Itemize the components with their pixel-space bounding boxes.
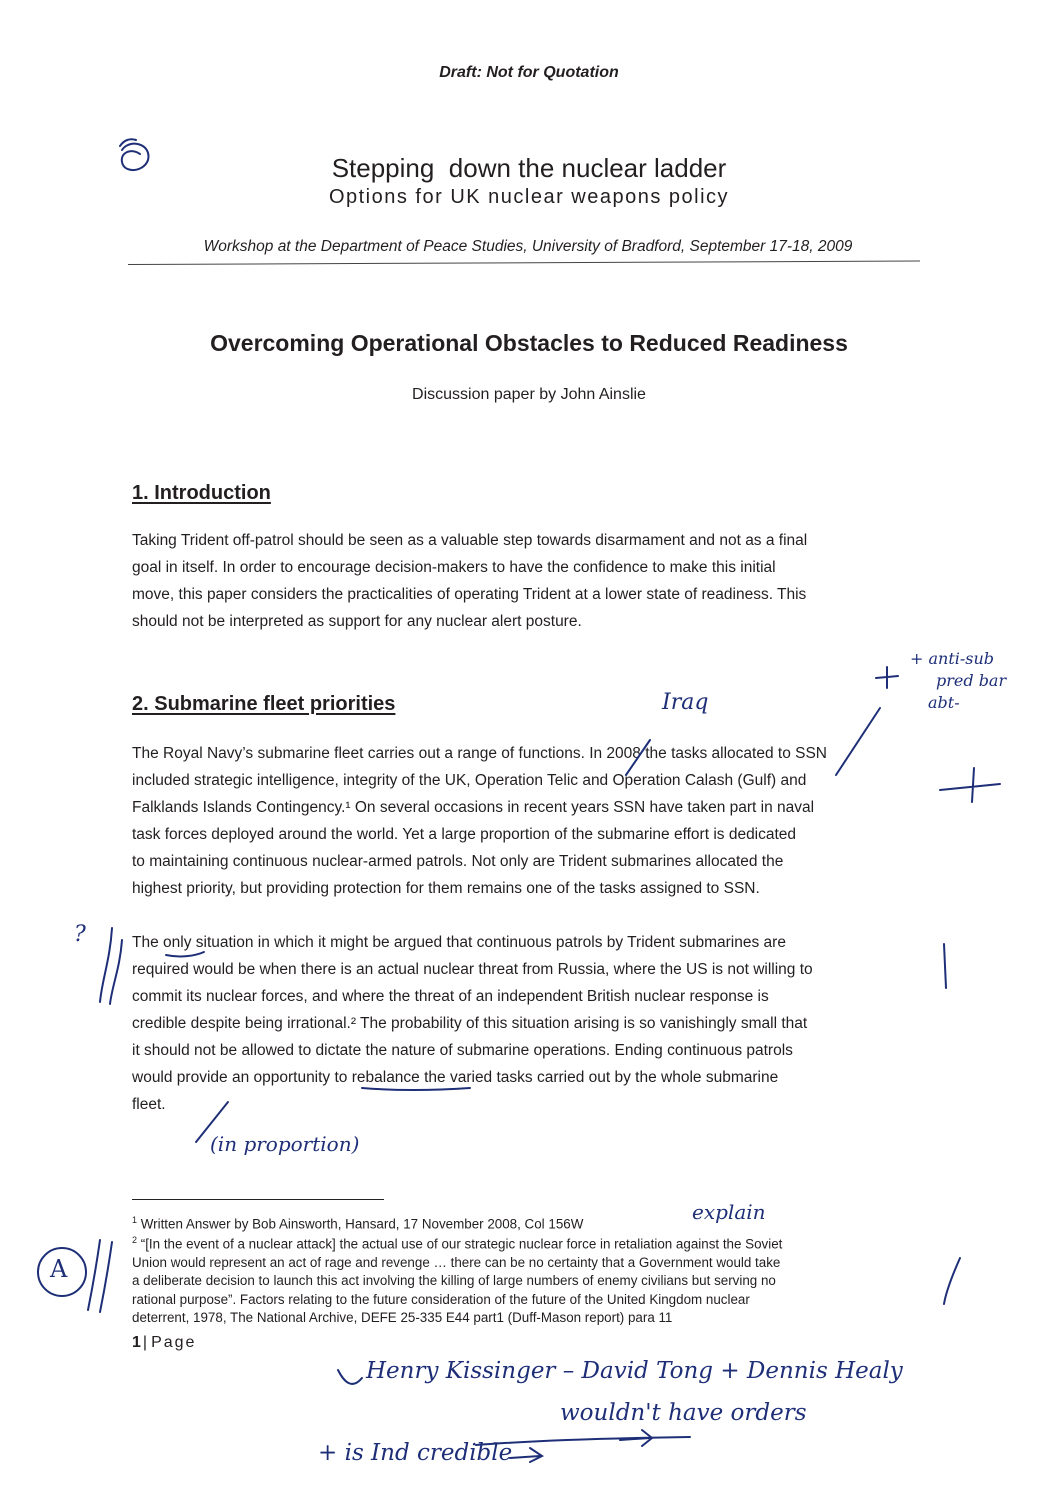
text-line: included strategic intelligence, integrity of the UK, Operation Telic and Operation Calash (Gulf) and <box>132 772 807 789</box>
text-line: credible despite being irrational.² The probability of this situation arising is so vanishingly small that <box>132 1015 808 1032</box>
text-line: it should not be allowed to dictate the nature of submarine operations. Ending continuous patrols <box>132 1042 793 1059</box>
handwritten-bottom-note: Henry Kissinger – David Tong + Dennis Healy <box>366 1358 903 1384</box>
text-line: move, this paper considers the practicalities of operating Trident at a lower state of readiness. This <box>132 586 807 603</box>
underline-mark <box>166 952 204 956</box>
margin-bar <box>944 944 946 988</box>
footnote-text: a deliberate decision to launch this act involving the killing of large numbers of enemy civilians but serving no <box>132 1273 776 1289</box>
page-label: Page <box>151 1334 197 1351</box>
page-number: 1 <box>132 1334 141 1351</box>
text-line: Falklands Islands Contingency.¹ On several occasions in recent years SSN have taken part in naval <box>132 799 815 816</box>
section-heading-introduction: 1. Introduction <box>132 482 271 504</box>
workshop-details: Workshop at the Department of Peace Studies, University of Bradford, September 17-18, 2009 <box>203 238 853 255</box>
handwritten-in-proportion: (in proportion) <box>210 1132 360 1156</box>
handwritten-margin-note <box>910 648 1050 714</box>
footnote-text: deterrent, 1978, The National Archive, DEFE 25-335 E44 part1 (Duff-Mason report) para 11 <box>132 1310 673 1326</box>
handwritten-bottom-note: + is Ind credible <box>318 1440 513 1466</box>
text-line: required would be when there is an actual nuclear threat from Russia, where the US is not willing to <box>132 961 813 978</box>
byline: Discussion paper by John Ainslie <box>412 386 646 403</box>
footnote-text: Written Answer by Bob Ainsworth, Hansard, 17 November 2008, Col 156W <box>140 1216 584 1232</box>
section-heading-submarine-fleet: 2. Submarine fleet priorities <box>132 693 396 715</box>
paper-title: Overcoming Operational Obstacles to Reduced Readiness <box>210 330 848 356</box>
workshop-title: Stepping down the nuclear ladder <box>331 153 727 183</box>
text-line: The Royal Navy’s submarine fleet carries out a range of functions. In 2008 the tasks allocated to SSN <box>132 745 828 762</box>
arrow-mark <box>338 1370 362 1384</box>
text-line: to maintaining continuous nuclear-armed patrols. Not only are Trident submarines allocated the <box>132 853 784 870</box>
margin-double-bar <box>100 928 122 1004</box>
handwritten-line: abt- <box>928 693 960 712</box>
margin-plus-mark <box>940 768 1000 802</box>
slash-mark <box>836 708 880 775</box>
margin-bar <box>944 1258 960 1304</box>
text-line: highest priority, but providing protection for them remains one of the tasks assigned to SSN. <box>132 880 760 897</box>
handwritten-line: + anti-sub <box>910 649 995 668</box>
text-line: would provide an opportunity to rebalance the varied tasks carried out by the whole submarine <box>132 1069 779 1086</box>
handwritten-explain: explain <box>692 1200 766 1224</box>
arrow-mark <box>510 1448 542 1462</box>
text-line: should not be interpreted as support for any nuclear alert posture. <box>132 613 582 630</box>
margin-plus-mark <box>876 667 898 688</box>
margin-double-bar <box>88 1240 112 1312</box>
handwritten-iraq: Iraq <box>662 690 709 715</box>
page-separator: | <box>142 1334 150 1351</box>
text-line: commit its nuclear forces, and where the threat of an independent British nuclear response is <box>132 988 769 1005</box>
footnote-marker: 1 <box>132 1215 138 1225</box>
footnote-marker: 2 <box>132 1235 138 1245</box>
handwritten-bottom-note: wouldn't have orders <box>560 1400 807 1426</box>
workshop-subtitle: Options for UK nuclear weapons policy <box>328 186 730 208</box>
draft-note: Draft: Not for Quotation <box>439 64 619 81</box>
footnote-text: rational purpose”. Factors relating to the future consideration of the future of the United Kingdom nuclear <box>132 1291 750 1307</box>
underline-mark <box>362 1088 470 1090</box>
text-line: The only situation in which it might be argued that continuous patrols by Trident submarines are <box>132 934 786 951</box>
footnote-text: Union would represent an act of rage and revenge … there can be no certainty that a Government would take <box>132 1254 781 1270</box>
slash-mark <box>626 740 650 775</box>
text-line: goal in itself. In order to encourage decision-makers to have the confidence to make this initial <box>132 559 776 576</box>
circled-letter: A <box>50 1255 68 1283</box>
text-line: task forces deployed around the world. Yet a large proportion of the submarine effort is dedicated <box>132 826 797 843</box>
text-line: fleet. <box>132 1096 166 1113</box>
handwritten-line: pred bar <box>936 671 1007 690</box>
title-scribble <box>120 139 148 170</box>
footnote-text: “[In the event of a nuclear attack] the actual use of our strategic nuclear force in retaliation against the Soviet <box>140 1236 783 1252</box>
text-line: Taking Trident off-patrol should be seen as a valuable step towards disarmament and not as a final <box>132 532 808 549</box>
handwritten-question-mark: ? <box>74 922 86 947</box>
